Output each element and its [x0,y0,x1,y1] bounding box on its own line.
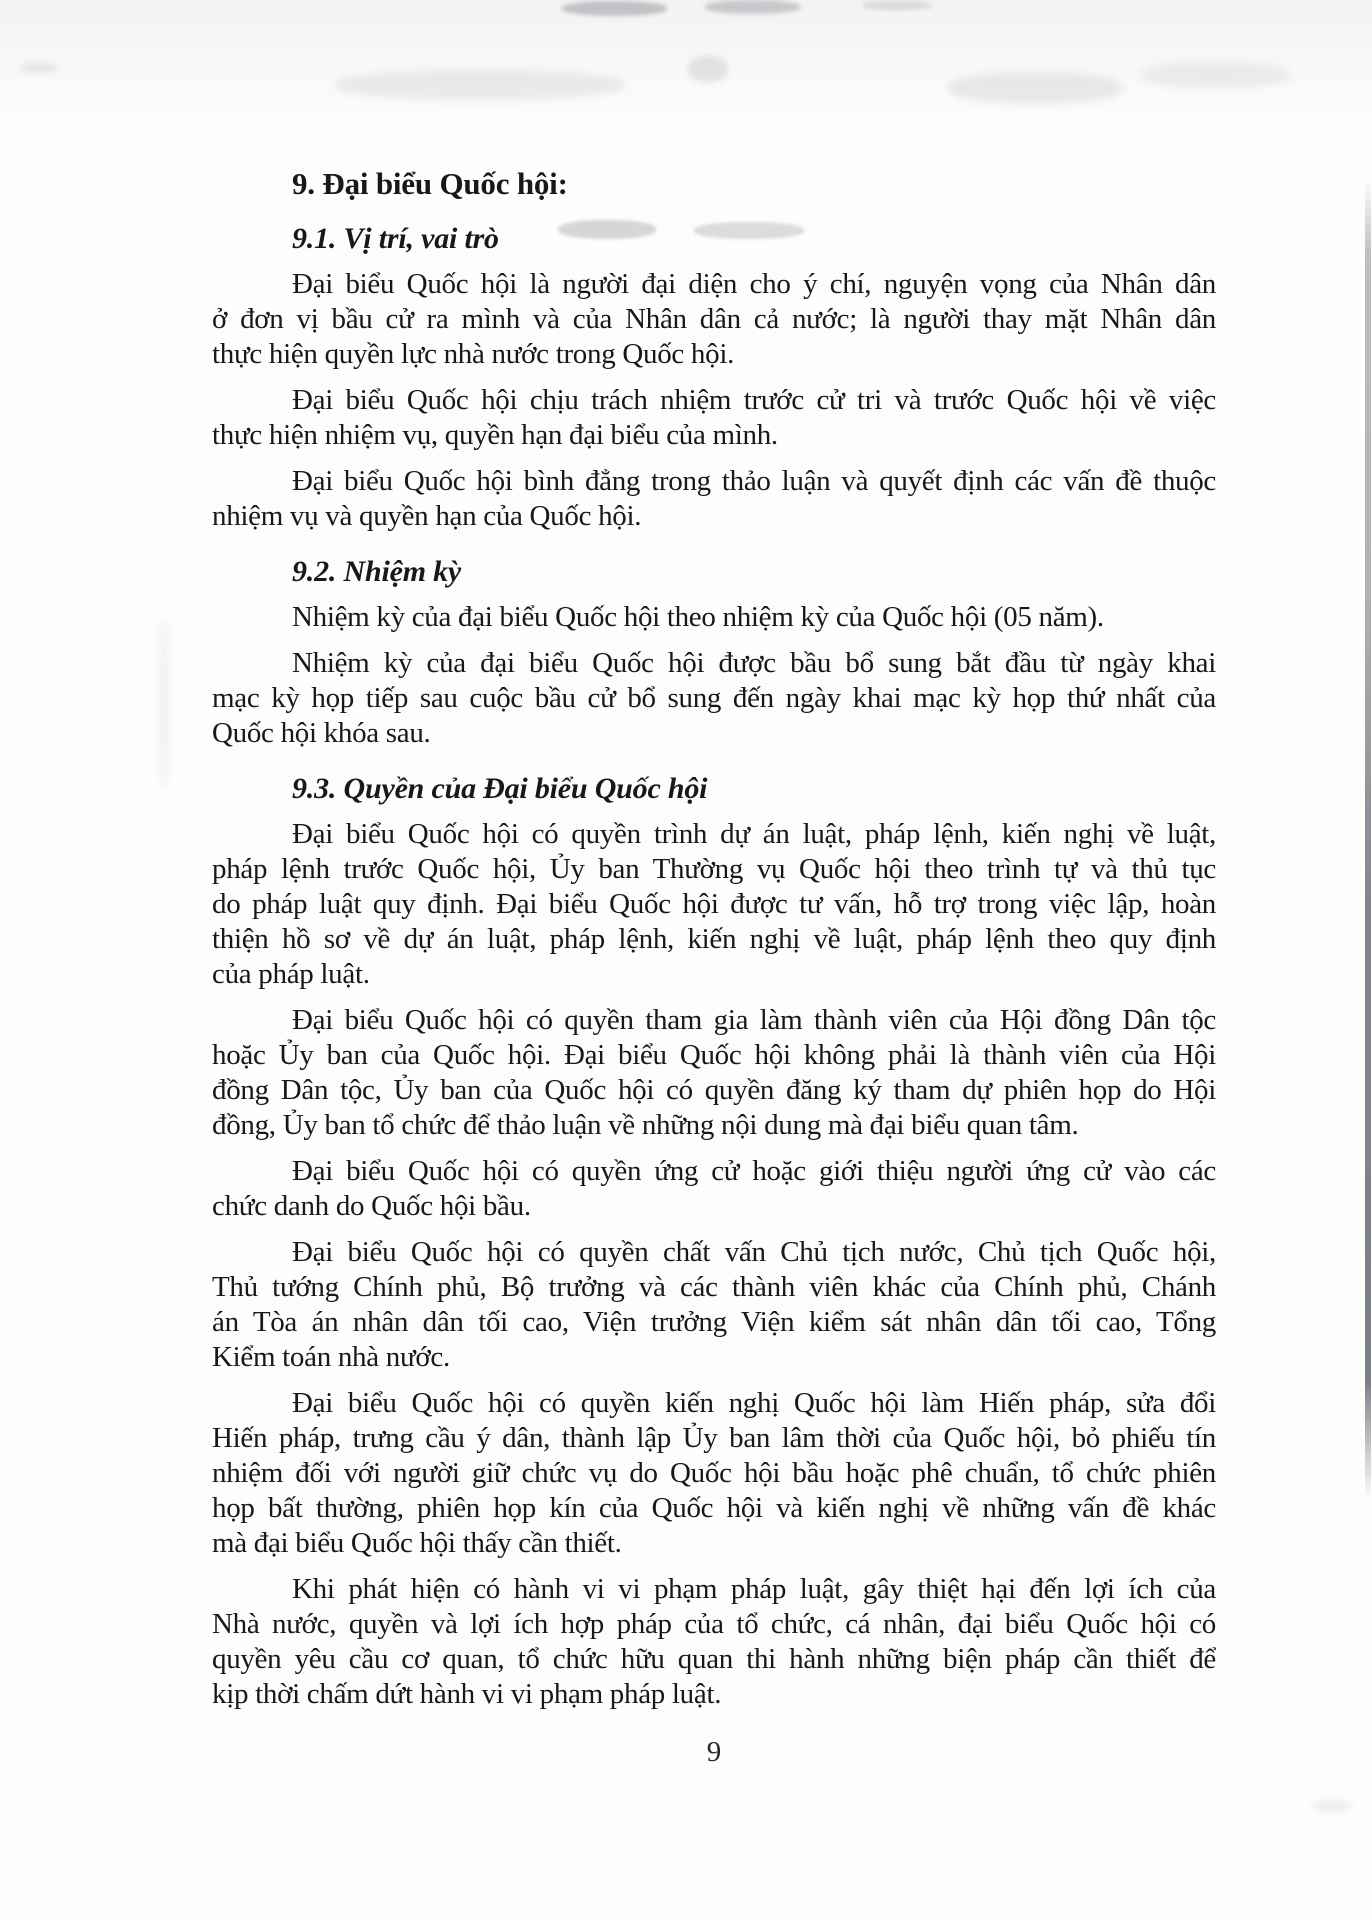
paragraph-line: thiện hồ sơ về dự án luật, pháp lệnh, kiến nghị về luật, pháp lệnh theo quy định [212,923,1216,955]
scan-smudge [20,62,58,74]
paragraph-line: mạc kỳ họp tiếp sau cuộc bầu cử bổ sung đến ngày khai mạc kỳ họp thứ nhất của [212,682,1216,714]
paragraph [212,1003,1216,1143]
paragraph-line: Đại biểu Quốc hội có quyền trình dự án luật, pháp lệnh, kiến nghị về luật, [292,818,1216,850]
paragraph-line: Nhà nước, quyền và lợi ích hợp pháp của tổ chức, cá nhân, đại biểu Quốc hội có [212,1608,1216,1640]
paragraph-line: Nhiệm kỳ của đại biểu Quốc hội theo nhiệm kỳ của Quốc hội (05 năm). [292,601,1104,633]
paragraph-line: thực hiện nhiệm vụ, quyền hạn đại biểu của mình. [212,419,778,451]
paragraph [212,1386,1216,1561]
paragraph-line: Đại biểu Quốc hội là người đại diện cho ý chí, nguyện vọng của Nhân dân [292,268,1216,300]
subsection-heading: 9.2. Nhiệm kỳ [292,555,462,588]
paragraph-line: thực hiện quyền lực nhà nước trong Quốc hội. [212,338,735,370]
subsection-heading: 9.1. Vị trí, vai trò [292,222,499,255]
paragraph-line: Hiến pháp, trưng cầu ý dân, thành lập Ủy ban lâm thời của Quốc hội, bỏ phiếu tín [212,1422,1216,1454]
scan-smudge [158,618,170,788]
document-sections [212,221,1216,1712]
paragraph-line: Đại biểu Quốc hội bình đẳng trong thảo luận và quyết định các vấn đề thuộc [292,465,1216,497]
paragraph [212,600,1216,635]
paragraph-line: Quốc hội khóa sau. [212,717,431,749]
paragraph [212,1572,1216,1712]
paragraph-line: họp bất thường, phiên họp kín của Quốc hội và kiến nghị về những vấn đề khác [212,1492,1216,1524]
paragraph-line: Đại biểu Quốc hội chịu trách nhiệm trước cử tri và trước Quốc hội về việc [292,384,1216,416]
paragraph-line: mà đại biểu Quốc hội thấy cần thiết. [212,1527,622,1559]
paragraph-line: pháp lệnh trước Quốc hội, Ủy ban Thường vụ Quốc hội theo trình tự và thủ tục [212,853,1216,885]
paragraph-line: Đại biểu Quốc hội có quyền kiến nghị Quốc hội làm Hiến pháp, sửa đổi [292,1387,1216,1419]
paragraph-line: do pháp luật quy định. Đại biểu Quốc hội được tư vấn, hỗ trợ trong việc lập, hoàn [212,888,1216,920]
paragraph-line: Thủ tướng Chính phủ, Bộ trưởng và các thành viên khác của Chính phủ, Chánh [212,1271,1216,1303]
paragraph [212,1235,1216,1375]
scan-smudge [1312,1800,1352,1812]
paragraph-line: hoặc Ủy ban của Quốc hội. Đại biểu Quốc hội không phải là thành viên của Hội [212,1039,1216,1071]
scan-edge-line [1365,0,1371,1500]
paragraph [212,267,1216,372]
paragraph-line: Đại biểu Quốc hội có quyền ứng cử hoặc giới thiệu người ứng cử vào các [292,1155,1216,1187]
paragraph [212,383,1216,453]
paragraph [212,1154,1216,1224]
document-body [212,0,1216,1712]
section-heading: 9. Đại biểu Quốc hội: [292,166,568,201]
paragraph-line: quyền yêu cầu cơ quan, tổ chức hữu quan thi hành những biện pháp cần thiết để [212,1643,1216,1675]
paragraph-line: Khi phát hiện có hành vi vi phạm pháp luật, gây thiệt hại đến lợi ích của [292,1573,1216,1605]
paragraph-line: Kiểm toán nhà nước. [212,1341,450,1373]
paragraph-line: án Tòa án nhân dân tối cao, Viện trưởng Viện kiểm sát nhân dân tối cao, Tổng [212,1306,1216,1338]
paragraph [212,817,1216,992]
paragraph-line: kịp thời chấm dứt hành vi vi phạm pháp luật. [212,1678,722,1710]
paragraph [212,464,1216,534]
paragraph-line: Đại biểu Quốc hội có quyền tham gia làm thành viên của Hội đồng Dân tộc [292,1004,1216,1036]
paragraph [212,646,1216,751]
paragraph-line: nhiệm đối với người giữ chức vụ do Quốc hội bầu hoặc phê chuẩn, tổ chức phiên [212,1457,1216,1489]
paragraph-line: đồng Dân tộc, Ủy ban của Quốc hội có quyền đăng ký tham dự phiên họp do Hội [212,1074,1216,1106]
paragraph-line: ở đơn vị bầu cử ra mình và của Nhân dân cả nước; là người thay mặt Nhân dân [212,303,1216,335]
paragraph-line: của pháp luật. [212,958,370,990]
paragraph-line: chức danh do Quốc hội bầu. [212,1190,531,1222]
paragraph-line: nhiệm vụ và quyền hạn của Quốc hội. [212,500,642,532]
page-number: 9 [706,1736,722,1768]
subsection-heading: 9.3. Quyền của Đại biểu Quốc hội [292,772,708,805]
paragraph-line: Đại biểu Quốc hội có quyền chất vấn Chủ tịch nước, Chủ tịch Quốc hội, [292,1236,1216,1268]
paragraph-line: đồng, Ủy ban tổ chức để thảo luận về những nội dung mà đại biểu quan tâm. [212,1109,1079,1141]
paragraph-line: Nhiệm kỳ của đại biểu Quốc hội được bầu bổ sung bắt đầu từ ngày khai [292,647,1216,679]
